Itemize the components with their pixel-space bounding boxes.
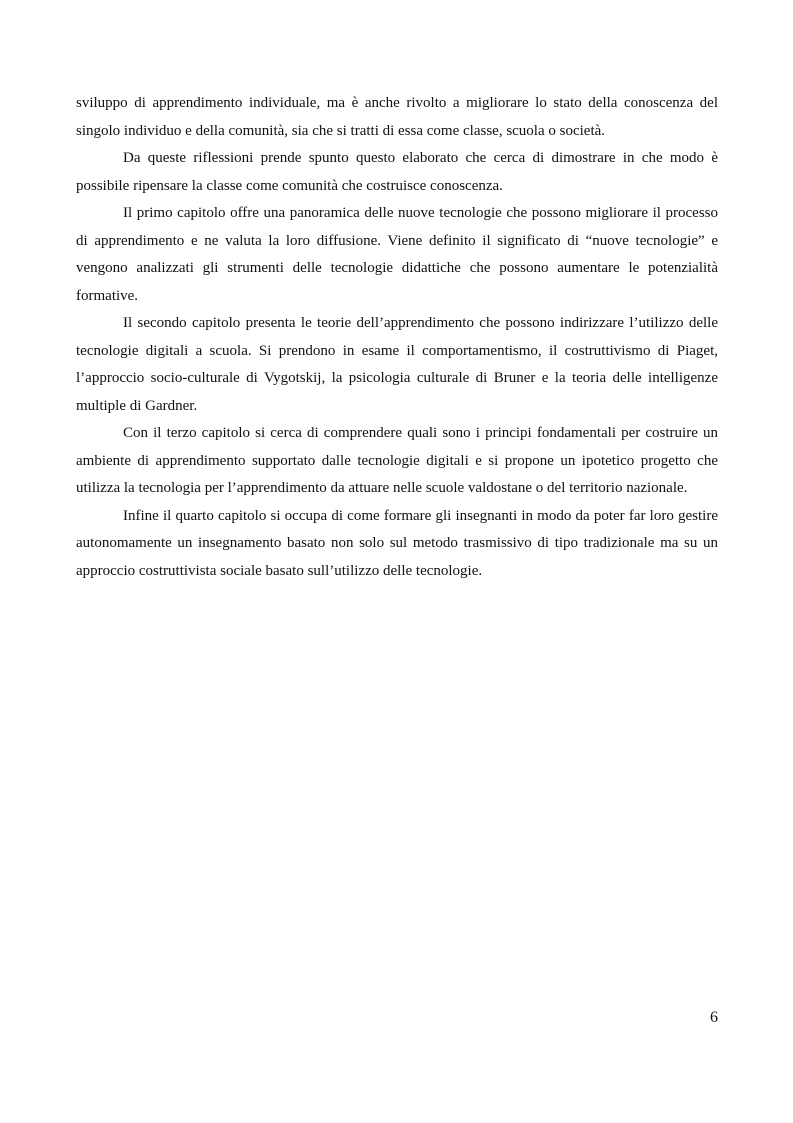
paragraph-chapter-three: Con il terzo capitolo si cerca di comprendere quali sono i principi fondamentali per costruire un ambiente di apprendimento supportato dalle tecnologie digitali e si propone un ipotetico progetto che utilizza la tecnologia per l’apprendimento da attuare nelle scuole valdostane o del territorio nazionale. bbox=[76, 425, 718, 496]
paragraph-chapter-two: Il secondo capitolo presenta le teorie dell’apprendimento che possono indirizzare l’utilizzo delle tecnologie digitali a scuola. Si prendono in esame il comportamentismo, il costruttivismo di Piaget, l’approccio socio-culturale di Vygotskij, la psicologia culturale di Bruner e la teoria delle intelligenze multiple di Gardner. bbox=[76, 315, 718, 414]
paragraph-chapter-four: Infine il quarto capitolo si occupa di come formare gli insegnanti in modo da poter far loro gestire autonomamente un insegnamento basato non solo sul metodo trasmissivo di tipo tradizionale ma su un approccio costruttivista sociale basato sull’utilizzo delle tecnologie. bbox=[76, 507, 718, 579]
page-body bbox=[76, 90, 718, 585]
page-number: 6 bbox=[710, 1009, 718, 1026]
paragraph-continuation: sviluppo di apprendimento individuale, ma è anche rivolto a migliorare lo stato della conoscenza del singolo individuo e della comunità, sia che si tratti di essa come classe, scuola o società. bbox=[76, 95, 718, 139]
paragraph-reflections: Da queste riflessioni prende spunto questo elaborato che cerca di dimostrare in che modo è possibile ripensare la classe come comunità che costruisce conoscenza. bbox=[76, 150, 718, 194]
paragraph-chapter-one: Il primo capitolo offre una panoramica delle nuove tecnologie che possono migliorare il processo di apprendimento e ne valuta la loro diffusione. Viene definito il significato di “nuove tecnologie” e vengono analizzati gli strumenti delle tecnologie didattiche che possono aumentare le potenzialità formative. bbox=[76, 205, 718, 304]
